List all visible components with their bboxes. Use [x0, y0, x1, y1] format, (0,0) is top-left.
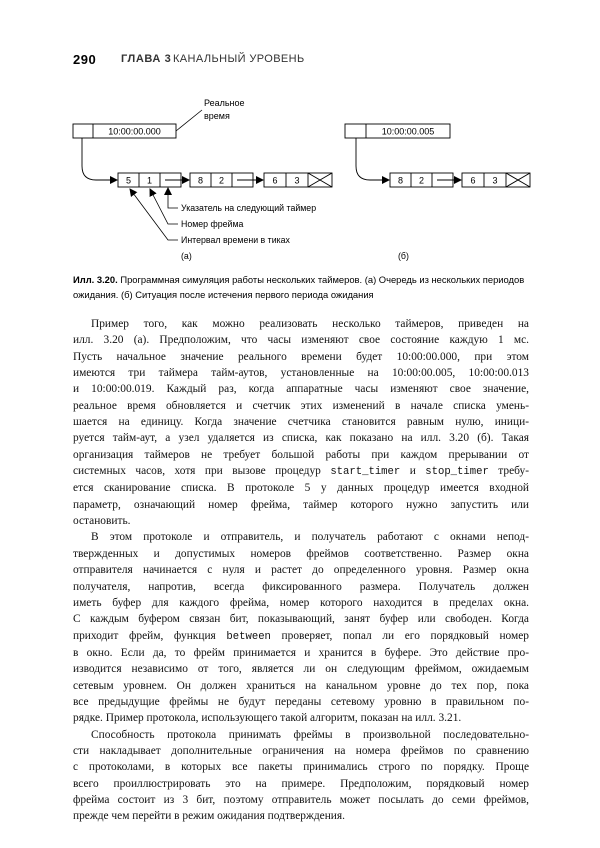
text-line: изводится независимо от того, является ли он следующим фреймом, ожидаемым: [73, 663, 529, 676]
node-a2-ticks: 8: [197, 175, 204, 186]
subfigure-label-a: (а): [181, 251, 192, 261]
clock-value-a: 10:00:00.000: [108, 126, 161, 137]
annotation-frame-number: Номер фрейма: [181, 219, 244, 229]
chapter-label: ГЛАВА 3: [121, 53, 172, 65]
chapter-title: КАНАЛЬНЫЙ УРОВЕНЬ: [173, 53, 305, 65]
caption-line-1: Программная симуляция работы нескольких таймеров. (а) Очередь из нескольких периодов: [120, 274, 525, 285]
text-line: руется тайм-аут, а узел удаляется из списка, как показано на илл. 3.20 (б). Такая: [73, 432, 529, 445]
text-line: сетевым уровнем. Он должен храниться на канальном уровне до тех пор, пока: [73, 679, 529, 692]
text-line: отправителя начинается с нуля и растет до определенного уровня. Размер окна: [73, 564, 529, 577]
text-line: иметь буфер для каждого фрейма, номер которого находится в пределах окна.: [73, 596, 529, 609]
head-pointer-b: [356, 138, 389, 180]
paragraph-2: [73, 529, 529, 726]
text-line: [73, 628, 529, 645]
clock-box-b: [345, 124, 450, 138]
text-line: [73, 463, 529, 480]
text-line: всего проиллюстрировать это на примере. Предположим, порядковый номер: [73, 777, 529, 790]
text-fragment: приходит фрейм, функция: [73, 629, 227, 642]
clock-box-a: [73, 124, 176, 138]
head-pointer-a: [82, 138, 117, 180]
text-line: получателя, напротив, всегда фиксированного размера. Получатель должен: [73, 580, 529, 593]
text-fragment: требу-: [488, 465, 529, 478]
text-line: В этом протоколе и отправитель, и получатель работают с окнами непод-: [91, 531, 529, 544]
text-line: и 10:00:00.019. Каждый раз, когда аппаратные часы изменяют свое значение,: [73, 383, 529, 396]
node-b1-frame: 2: [418, 175, 425, 186]
annotation-tick-interval: Интервал времени в тиках: [181, 235, 290, 245]
text-line: шается на единицу. Когда значение счетчика становится равным нулю, иници-: [73, 416, 529, 429]
code-stop-timer: stop_timer: [425, 466, 489, 479]
node-a3-ticks: 6: [272, 175, 278, 186]
node-b2-ticks: 6: [470, 175, 476, 186]
text-line: Пример того, как можно реализовать несколько таймеров, приведен на: [91, 318, 529, 330]
node-a3-frame: 3: [294, 175, 300, 186]
node-a1-ticks: 5: [125, 175, 132, 186]
real-time-label-line1: Реальное: [204, 98, 245, 108]
text-line: с протоколами, в которых все пакеты принимались строго по порядку. Проще: [73, 761, 529, 774]
subfigure-label-b: (б): [398, 251, 409, 261]
text-line: параметр, означающий номер фрейма, таймер которого нужно запустить или: [73, 498, 529, 511]
text-line: имеются три таймера тайм-аутов, установленные на 10:00:00.005, 10:00:00.013: [73, 367, 529, 380]
body-text: [73, 316, 529, 825]
text-line: все предыдущие фреймы не будут переданы сетевому уровню в правильном по-: [73, 695, 529, 708]
text-line: рядке. Пример протокола, использующего такой алгоритм, показан на илл. 3.21.: [73, 712, 462, 725]
figure-caption: [73, 272, 533, 302]
text-fragment: и: [400, 465, 426, 478]
annotation-arrows: [130, 188, 178, 240]
text-line: ется сканирование списка. В протоколе 5 у данных процедур имеется входной: [73, 482, 529, 495]
caption-line-2: ожидания. (б) Ситуация после истечения первого периода ожидания: [73, 289, 374, 300]
clock-value-b: 10:00:00.005: [381, 126, 435, 137]
text-line: организация таймеров не требует большой работы при каждом прерывании от: [73, 448, 529, 461]
timer-figure: [0, 0, 600, 270]
paragraph-3: [73, 727, 529, 825]
text-line: фрейма состоит из 3 бит, поэтому отправитель может посылать до семи фреймов,: [73, 793, 529, 806]
real-time-label-line2: время: [204, 111, 230, 121]
node-b2-frame: 3: [492, 175, 498, 186]
annotation-next-pointer: Указатель на следующий таймер: [181, 203, 317, 213]
text-line: Способность протокола принимать фреймы в произвольной последовательно-: [91, 728, 529, 741]
real-time-pointer: [176, 110, 202, 131]
node-a1-frame: 1: [146, 175, 153, 186]
text-line: реальное время обновляется и счетчик этих изменений в начале списка умень-: [73, 399, 529, 412]
text-line: сти накладывает дополнительные ограничения на номера фреймов по сравнению: [73, 744, 529, 757]
text-line: илл. 3.20 (а). Предположим, что часы изменяют свое состояние каждую 1 мс.: [73, 334, 529, 347]
timer-node-a3: [264, 173, 332, 187]
text-line: прежде чем перейти в режим ожидания подтверждения.: [73, 810, 345, 823]
text-fragment: проверяет, попал ли его порядковый номер: [270, 629, 529, 642]
text-line: твержденных и допустимых номеров фреймов соответственно. Размер окна: [73, 547, 529, 560]
caption-number: Илл. 3.20.: [73, 274, 118, 285]
text-line: С каждым буфером связан бит, показывающий, занят буфер или свободен. Когда: [73, 613, 529, 626]
node-a2-frame: 2: [218, 175, 225, 186]
timer-node-b2: [462, 173, 530, 187]
paragraph-1: [73, 316, 529, 529]
text-line: в окно. Если да, то фрейм принимается и хранится в буфере. Это действие про-: [73, 646, 529, 659]
text-line: Пусть начальное значение реального времени будет 10:00:00.000, при этом: [73, 350, 529, 363]
code-between: between: [226, 630, 271, 643]
text-line: остановить.: [73, 515, 131, 528]
page-number: 290: [73, 52, 97, 67]
node-b1-ticks: 8: [397, 175, 404, 186]
text-fragment: системных часов, хотя при вызове процедур: [73, 465, 331, 478]
code-start-timer: start_timer: [330, 466, 401, 479]
